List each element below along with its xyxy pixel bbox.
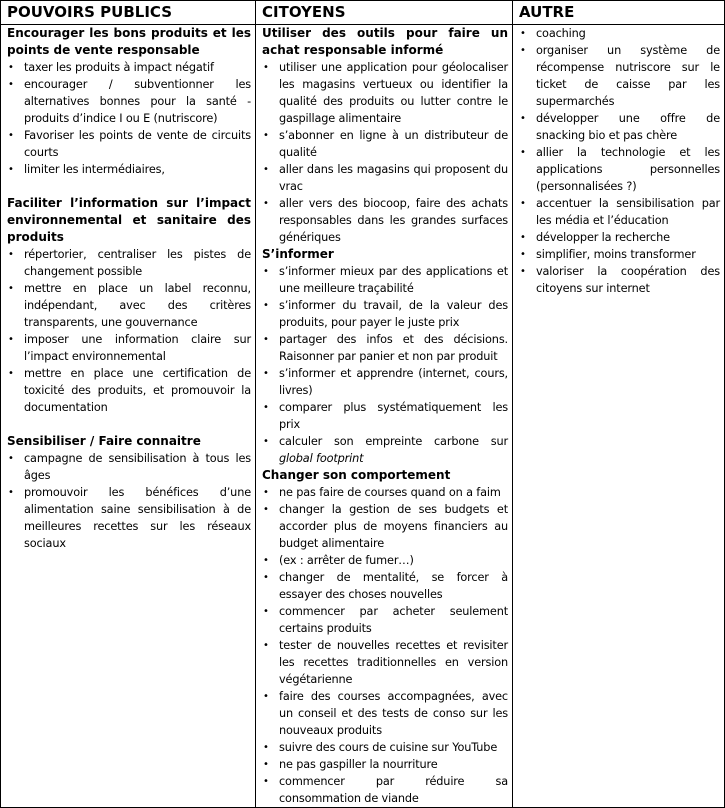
bullet-icon: • (8, 164, 14, 175)
list-item: • commencer par acheter seulement certains produits (263, 605, 508, 635)
bullet-icon: • (520, 113, 526, 124)
list-item: • aller dans les magasins qui proposent du vrac (263, 163, 508, 193)
bullet-icon: • (8, 487, 14, 498)
list-item: • s’informer du travail, de la valeur des produits, pour payer le juste prix (263, 299, 508, 329)
bullet-list (262, 59, 508, 246)
list-item: • comparer plus systématiquement les prix (263, 401, 508, 431)
section-title: Changer son comportement (262, 468, 451, 482)
list-item: • calculer son empreinte carbone sur global footprint (263, 435, 508, 465)
bullet-icon: • (520, 198, 526, 209)
bullet-list (7, 246, 251, 416)
bullet-icon: • (263, 742, 269, 753)
bullet-icon: • (263, 572, 269, 583)
bullet-icon: • (263, 62, 269, 73)
bullet-icon: • (263, 640, 269, 651)
content-row (1, 25, 725, 808)
list-item: • imposer une information claire sur l’impact environnemental (8, 333, 251, 363)
bullet-icon: • (520, 232, 526, 243)
list-item: • valoriser la coopération des citoyens sur internet (520, 265, 720, 295)
bullet-icon: • (263, 266, 269, 277)
section-title: Faciliter l’information sur l’impact environnemental et sanitaire des produits (7, 196, 251, 244)
cell-autre (513, 25, 725, 808)
bullet-icon: • (263, 130, 269, 141)
global-footprint-text: global footprint (279, 452, 364, 465)
list-item: • mettre en place un label reconnu, indépendant, avec des critères transparents, une gouvernance (8, 282, 251, 329)
list-item: • limiter les intermédiaires, (8, 163, 165, 176)
bullet-icon: • (520, 266, 526, 277)
bullet-list (262, 263, 508, 467)
bullet-list (7, 450, 251, 552)
list-item: • accentuer la sensibilisation par les média et l’éducation (520, 197, 720, 227)
list-item: • aller vers des biocoop, faire des achats responsables dans les grandes surfaces génériques (263, 197, 508, 244)
list-item: • simplifier, moins transformer (520, 248, 696, 261)
bullet-icon: • (8, 368, 14, 379)
list-item: • développer une offre de snacking bio et pas chère (520, 112, 720, 142)
list-item: • répertorier, centraliser les pistes de changement possible (8, 248, 251, 278)
section-title: Encourager les bons produits et les points de vente responsable (7, 26, 251, 57)
bullet-icon: • (263, 368, 269, 379)
list-item: • partager des infos et des décisions. Raisonner par panier et non par produit (263, 333, 508, 363)
list-item: • commencer par réduire sa consommation de viande (263, 775, 508, 805)
bullet-icon: • (8, 249, 14, 260)
list-item: • mettre en place une certification de toxicité des produits, et promouvoir la documentation (8, 367, 251, 414)
list-item: • coaching (520, 27, 586, 40)
bullet-icon: • (263, 334, 269, 345)
list-item: • organiser un système de récompense nutriscore sur le ticket de caisse par les supermarchés (520, 44, 720, 108)
header-autre: AUTRE (513, 1, 725, 25)
bullet-icon: • (263, 300, 269, 311)
bullet-icon: • (8, 453, 14, 464)
list-item: • utiliser une application pour géolocaliser les magasins vertueux ou identifier la qualité des produits ou lutter contre le gaspillage alimentaire (263, 61, 508, 125)
bullet-icon: • (263, 606, 269, 617)
list-item: • encourager / subventionner les alternatives bonnes pour la santé - produits d’indice I ou E (nutriscore) (8, 78, 251, 125)
bullet-icon: • (263, 487, 269, 498)
list-item: • s’informer et apprendre (internet, cours, livres) (263, 367, 508, 397)
bullet-icon: • (263, 198, 269, 209)
list-item: • ne pas faire de courses quand on a faim (263, 486, 501, 499)
list-item: • changer la gestion de ses budgets et accorder plus de moyens financiers au budget alimentaire (263, 503, 508, 550)
header-row (1, 1, 725, 25)
bullet-icon: • (520, 28, 526, 39)
list-item: • ne pas gaspiller la nourriture (263, 758, 438, 771)
list-item: • s’abonner en ligne à un distributeur de qualité (263, 129, 508, 159)
list-item: • taxer les produits à impact négatif (8, 61, 214, 74)
bullet-list (519, 25, 720, 297)
section-title: Utiliser des outils pour faire un achat responsable informé (262, 26, 508, 57)
bullet-icon: • (263, 164, 269, 175)
bullet-icon: • (263, 759, 269, 770)
bullet-icon: • (263, 436, 269, 447)
bullet-list (262, 484, 508, 807)
bullet-icon: • (263, 402, 269, 413)
bullet-icon: • (520, 249, 526, 260)
bullet-icon: • (263, 776, 269, 787)
bullet-icon: • (520, 45, 526, 56)
list-item: • (ex : arrêter de fumer…) (263, 554, 414, 567)
list-item: • suivre des cours de cuisine sur YouTube (263, 741, 498, 754)
bullet-icon: • (263, 691, 269, 702)
bullet-icon: • (8, 283, 14, 294)
header-pouvoirs-publics: POUVOIRS PUBLICS (1, 1, 256, 25)
list-item: • Favoriser les points de vente de circuits courts (8, 129, 251, 159)
cell-citoyens (256, 25, 513, 808)
bullet-icon: • (263, 504, 269, 515)
bullet-icon: • (8, 130, 14, 141)
section-title: S’informer (262, 247, 334, 261)
bullet-icon: • (520, 147, 526, 158)
list-item: • allier la technologie et les applications personnelles (personnalisées ?) (520, 146, 720, 193)
bullet-list (7, 59, 251, 178)
header-citoyens: CITOYENS (256, 1, 513, 25)
list-item: • s’informer mieux par des applications et une meilleure traçabilité (263, 265, 508, 295)
bullet-icon: • (263, 555, 269, 566)
list-item: • développer la recherche (520, 231, 670, 244)
section-title: Sensibiliser / Faire connaitre (7, 434, 201, 448)
list-item: • tester de nouvelles recettes et revisiter les recettes traditionnelles en version végétarienne (263, 639, 508, 686)
list-item: • promouvoir les bénéfices d’une alimentation saine sensibilisation à de meilleures recettes sur les réseaux sociaux (8, 486, 251, 550)
cell-pouvoirs-publics (1, 25, 256, 808)
bullet-icon: • (8, 62, 14, 73)
bullet-icon: • (8, 79, 14, 90)
list-item: • changer de mentalité, se forcer à essayer des choses nouvelles (263, 571, 508, 601)
list-item: • faire des courses accompagnées, avec un conseil et des tests de conso sur les nouveaux produits (263, 690, 508, 737)
list-item: • campagne de sensibilisation à tous les âges (8, 452, 251, 482)
bullet-icon: • (8, 334, 14, 345)
